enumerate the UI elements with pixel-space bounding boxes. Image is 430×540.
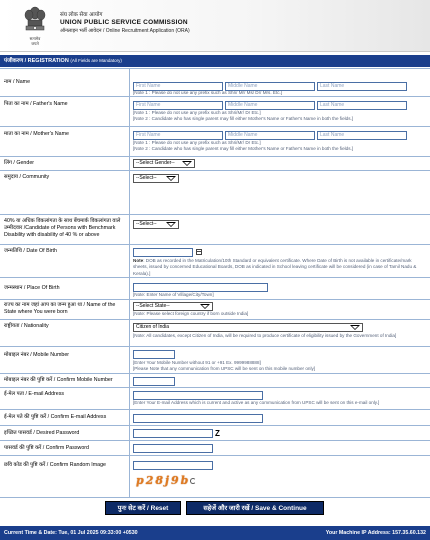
name-label: नाम / Name <box>4 79 31 85</box>
reset-button[interactable]: पुनः सेट करें / Reset <box>105 501 181 515</box>
community-row <box>0 171 430 215</box>
state-label: राज्य का नाम जहां आप का जन्म हुआ था / Name of the State where You were born <box>4 302 116 315</box>
confirm-password-label: पासवर्ड की पुष्टि करें / Confirm Password <box>4 445 89 451</box>
refresh-icon[interactable] <box>190 478 196 484</box>
confirm-email-label: ई-मेल पते की पुष्टि करें / Confirm E-mail Address <box>4 414 107 420</box>
email-note: [Enter Your E-mail Address which is current and active as any communication from UPSC will be sent on this e-mail only.] <box>133 400 380 405</box>
father-name-row <box>0 97 430 127</box>
nationality-select[interactable] <box>133 323 363 332</box>
calendar-icon[interactable] <box>196 249 202 255</box>
dob-note <box>133 258 425 277</box>
mobile-row <box>0 347 430 374</box>
mobile-input[interactable] <box>133 350 175 359</box>
community-label: समुदाय / Community <box>4 174 50 180</box>
father-note-2: [Note 2 : Candidate who has single parent may fill either Mother's Name or Father's Name in both the fields.] <box>133 116 354 121</box>
captcha-label: छवि कोड की पुष्टि करें / Confirm Random Image <box>4 462 106 468</box>
email-input[interactable] <box>133 391 263 400</box>
community-select[interactable] <box>133 174 179 183</box>
state-note: [Note: Please select foreign country if born outside India] <box>133 311 249 316</box>
mobile-label: मोबाइल नंबर / Mobile Number <box>4 352 70 358</box>
mobile-note-2: [Please Note that any communication from UPSC will be sent on this mobile number only] <box>133 366 316 371</box>
gender-select[interactable] <box>133 159 195 168</box>
machine-ip: Your Machine IP Address: 157.35.60.132 <box>325 530 426 536</box>
app-subtitle: ऑनलाइन भर्ती आवेदन / Online Recruitment Application (ORA) <box>60 28 190 34</box>
email-row <box>0 388 430 410</box>
chevron-down-icon <box>182 161 192 166</box>
name-note: [Note 1 : Please do not use any prefix such as Shri/ Mr/ Ms/ Dr/ Mrs. Etc.] <box>133 90 283 95</box>
registration-title-bar <box>0 55 430 67</box>
gender-row <box>0 157 430 171</box>
eye-icon[interactable]: Z <box>215 429 220 438</box>
mother-last-name-input[interactable]: Last Name <box>317 131 407 140</box>
org-name-hindi: संघ लोक सेवा आयोग <box>60 12 103 18</box>
chevron-down-icon <box>166 176 176 181</box>
disability-row <box>0 215 430 245</box>
national-emblem-icon <box>22 4 48 48</box>
confirm-mobile-label: मोबाइल नंबर की पुष्टि करें / Confirm Mobile Number <box>4 377 113 383</box>
mother-note-2: [Note 2 : Candidate who has single parent may fill either Mother's Name or Father's Name in both the fields.] <box>133 146 354 151</box>
name-row <box>0 69 430 97</box>
confirm-mobile-input[interactable] <box>133 377 175 386</box>
dob-label: जन्मतिथि / Date Of Birth <box>4 248 57 254</box>
confirm-email-row <box>0 410 430 426</box>
page-title: पंजीकरण / REGISTRATION <box>4 58 69 64</box>
chevron-down-icon <box>350 325 360 330</box>
state-select-value: --Select State-- <box>136 303 170 309</box>
mother-name-row <box>0 127 430 157</box>
email-label: ई-मेल पता / E-mail Address <box>4 391 65 397</box>
mandatory-note: (All Fields are Mandatory) <box>70 58 122 63</box>
page-header <box>0 0 430 52</box>
mother-first-name-input[interactable]: First Name <box>133 131 223 140</box>
last-name-input[interactable]: Last Name <box>317 82 407 91</box>
confirm-email-input[interactable] <box>133 414 263 423</box>
father-first-name-input[interactable]: First Name <box>133 101 223 110</box>
mother-name-label: माता का नाम / Mother's Name <box>4 131 69 137</box>
dob-note-bold: Note <box>133 258 144 263</box>
password-input[interactable] <box>133 429 213 438</box>
nationality-select-value: Citizen of India <box>136 324 170 330</box>
first-name-input[interactable]: First Name <box>133 82 223 91</box>
father-note-1: [Note 1 : Please do not use any prefix such as Shri/Mr/ Dr Etc.] <box>133 110 261 115</box>
state-select[interactable] <box>133 302 213 311</box>
save-continue-button[interactable]: सहेजें और जारी रखें / Save & Continue <box>186 501 324 515</box>
password-row <box>0 426 430 441</box>
current-datetime: Current Time & Date: Tue, 01 Jul 2025 09:33:00 +0530 <box>4 530 138 536</box>
pob-input[interactable] <box>133 283 268 292</box>
pob-row <box>0 278 430 300</box>
gender-label: लिंग / Gender <box>4 160 35 166</box>
captcha-image: p28j9b <box>136 474 191 487</box>
page-footer <box>0 526 430 540</box>
registration-form <box>0 68 430 487</box>
disability-select-value: --Select-- <box>136 221 157 227</box>
nationality-row <box>0 320 430 347</box>
dob-row <box>0 245 430 278</box>
svg-text:जयते: जयते <box>31 41 39 46</box>
org-name: UNION PUBLIC SERVICE COMMISSION <box>60 19 188 26</box>
chevron-down-icon <box>200 304 210 309</box>
dob-note-text: : DOB as recorded in the Matriculation/10th Standard or equivalent certificate. Where Date of Birth is not available in certificate/mark sheets, issued by concerned Educational Boards, DOB as indicated in School leaving certificate will be considered (in case of Tamil Nadu & Kerala).] <box>133 258 417 276</box>
mother-note-1: [Note 1 : Please do not use any prefix such as Shri/Mr/ Dr Etc.] <box>133 140 261 145</box>
dob-input[interactable] <box>133 248 193 257</box>
captcha-row <box>0 456 430 498</box>
state-row <box>0 300 430 320</box>
disability-select[interactable] <box>133 220 179 229</box>
confirm-password-input[interactable] <box>133 444 213 453</box>
community-select-value: --Select-- <box>136 175 157 181</box>
gender-select-value: --Select Gender-- <box>136 160 175 166</box>
middle-name-input[interactable]: Middle Name <box>225 82 315 91</box>
pob-note: [Note: Enter Name of Village/City/Town] <box>133 292 214 297</box>
nationality-label: राष्ट्रीयता / Nationality <box>4 323 49 329</box>
father-middle-name-input[interactable]: Middle Name <box>225 101 315 110</box>
password-label: इच्छित पासवर्ड / Desired Password <box>4 430 80 436</box>
mother-middle-name-input[interactable]: Middle Name <box>225 131 315 140</box>
chevron-down-icon <box>166 222 176 227</box>
confirm-mobile-row <box>0 374 430 388</box>
pob-label: जन्मस्थान / Place Of Birth <box>4 285 60 291</box>
mobile-note-1: [Enter Your Mobile Number without 91 or +91 Ex. 9999988888] <box>133 360 261 365</box>
confirm-password-row <box>0 441 430 456</box>
father-last-name-input[interactable]: Last Name <box>317 101 407 110</box>
father-name-label: पिता का नाम / Father's Name <box>4 101 68 107</box>
disability-label: 40% या अधिक विकलांगता के साथ बेंचमार्क विकलांगता वाले उम्मीदवार /Candidate of Persons with Benchmark Disability with disability of 40 % or above <box>4 218 121 238</box>
nationality-note: [Note: All candidates, except Citizen of India, will be required to produce certificate of eligibility issued by the Government of India] <box>133 333 397 338</box>
svg-text:सत्यमेव: सत्यमेव <box>29 36 41 41</box>
captcha-input[interactable] <box>133 461 213 470</box>
